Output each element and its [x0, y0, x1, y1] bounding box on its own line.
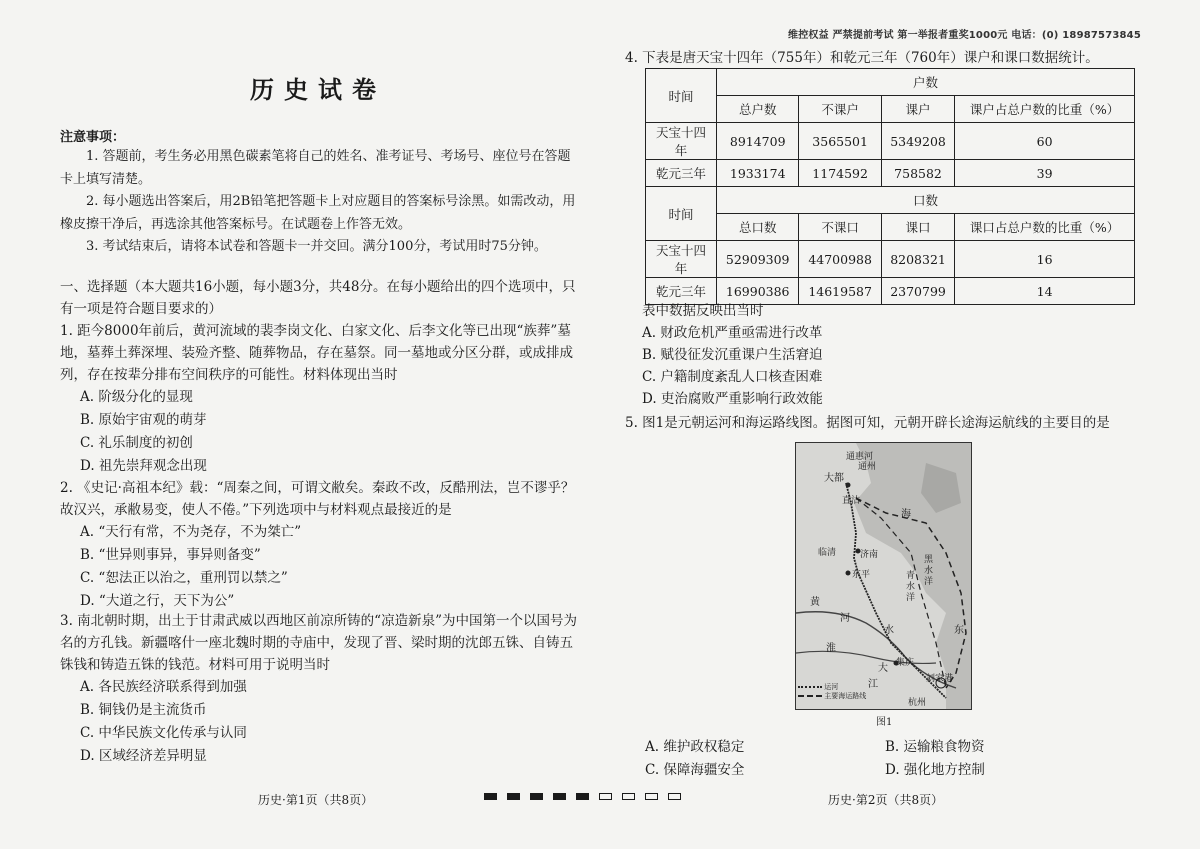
option: D. 区域经济差异明显 — [80, 748, 207, 764]
notice-list — [60, 146, 580, 259]
question-2 — [60, 477, 580, 613]
table-cell: 8208321 — [881, 241, 954, 278]
table-cell: 1933174 — [717, 160, 799, 187]
table-cell: 52909309 — [717, 241, 799, 278]
table-cell: 8914709 — [717, 123, 799, 160]
option: A. 财政危机严重亟需进行改革 — [642, 325, 823, 341]
option: C. 户籍制度紊乱人口核查困难 — [642, 369, 823, 385]
figure-caption: 图1 — [876, 717, 893, 728]
question-4-stem: 4. 下表是唐天宝十四年（755年）和乾元三年（760年）课户和课口数据统计。 — [625, 50, 1099, 66]
option: C. 礼乐制度的初创 — [80, 435, 193, 451]
option: C. “恕法正以治之，重刑罚以禁之” — [80, 570, 288, 586]
question-1 — [60, 320, 580, 478]
question-stem: 3. 南北朝时期，出土于甘肃武威以西地区前凉所铸的“凉造新泉”为中国第一个以国号为名的方孔钱。新疆喀什一座北魏时期的寺庙中，发现了晋、梁时期的沈郎五铢、自铸五铢钱和铸造五铢的钱范。材料可用于说明当时 — [60, 613, 577, 673]
question-4-tail: 表中数据反映出当时 — [642, 303, 764, 319]
table-cell: 39 — [955, 160, 1135, 187]
column-header: 不课口 — [799, 214, 881, 241]
sea-route-swatch — [798, 695, 822, 697]
binding-mark — [622, 793, 635, 800]
canal-swatch — [798, 686, 822, 688]
legend-canal — [798, 683, 866, 692]
option: B. “世异则事异，事异则备变” — [80, 547, 261, 563]
map-label: 水 — [884, 625, 894, 636]
table-cell: 天宝十四年 — [646, 123, 717, 160]
question-stem: 2. 《史记·高祖本纪》载：“周秦之间，可谓文敝矣。秦政不改，反酷刑法，岂不谬乎？故汉兴，承敝易变，使人不倦。”下列选项中与材料观点最接近的是 — [60, 480, 575, 518]
question-stem: 1. 距今8000年前后，黄河流域的裴李岗文化、白家文化、后李文化等已出现“族葬”墓地，墓葬土葬深埋、装殓齐整、随葬物品，存在墓祭。同一墓地或分区分群，或成排成列，存在按辈分排布空间秩序的可能性。材料体现出当时 — [60, 323, 573, 383]
map-label: 刘家港 — [926, 674, 954, 684]
option: D. 吏治腐败严重影响行政效能 — [642, 391, 823, 407]
map-label: 东 — [954, 625, 964, 636]
map-label: 临清 — [818, 548, 837, 558]
table-row — [646, 241, 1135, 278]
column-header: 课户 — [881, 96, 954, 123]
table-row — [646, 123, 1135, 160]
table-cell: 16990386 — [717, 278, 799, 305]
map-label: 通州 — [858, 462, 877, 472]
map-legend — [798, 683, 866, 701]
option: B. 赋役征发沉重课户生活窘迫 — [642, 347, 823, 363]
option: C. 中华民族文化传承与认同 — [80, 725, 247, 741]
column-header: 总口数 — [717, 214, 799, 241]
binding-mark — [484, 793, 497, 800]
table-cell: 16 — [955, 241, 1135, 278]
option: D. 祖先崇拜观念出现 — [80, 458, 207, 474]
table-cell: 天宝十四年 — [646, 241, 717, 278]
column-header: 课口占总户数的比重（%） — [955, 214, 1135, 241]
binding-mark — [553, 793, 566, 800]
section-title: 一、选择题（本大题共16小题，每小题3分，共48分。在每小题给出的四个选项中，只有一项是符合题目要求的） — [60, 279, 576, 317]
time-header: 时间 — [646, 187, 717, 241]
option: D. “大道之行，天下为公” — [80, 593, 235, 609]
option: B. 铜钱仍是主流货币 — [80, 702, 207, 718]
map-label: 直沽 — [842, 496, 861, 506]
column-header: 总户数 — [717, 96, 799, 123]
option: B. 原始宇宙观的萌芽 — [80, 412, 207, 428]
time-header: 时间 — [646, 69, 717, 123]
table-cell: 60 — [955, 123, 1135, 160]
city-dot — [846, 483, 851, 488]
binding-mark — [507, 793, 520, 800]
map-label: 江 — [868, 679, 878, 690]
page-footer-left: 历史·第1页（共8页） — [258, 793, 374, 807]
map-label: 河 — [840, 613, 850, 624]
option: C. 保障海疆安全 — [645, 762, 745, 778]
population-header: 口数 — [717, 187, 1135, 214]
table-cell: 44700988 — [799, 241, 881, 278]
page-footer-right: 历史·第2页（共8页） — [828, 793, 944, 807]
question-4-options — [630, 300, 1130, 410]
question-5-options — [645, 736, 1125, 782]
legend-sea — [798, 692, 866, 701]
table-cell: 2370799 — [881, 278, 954, 305]
yuan-canal-map — [795, 442, 972, 710]
households-header: 户数 — [717, 69, 1135, 96]
table-cell: 14619587 — [799, 278, 881, 305]
table-cell: 乾元三年 — [646, 160, 717, 187]
river-line — [796, 651, 936, 663]
notice-item: 3. 考试结束后，请将本试卷和答题卡一并交回。满分100分，考试用时75分钟。 — [86, 239, 547, 254]
column-header: 课口 — [881, 214, 954, 241]
notice-item: 1. 答题前，考生务必用黑色碳素笔将自己的姓名、准考证号、考场号、座位号在答题卡上填写清楚。 — [60, 149, 571, 187]
legend-label: 运河 — [824, 683, 839, 691]
map-label: 海 — [901, 509, 911, 520]
anti-cheat-notice: 维控权益 严禁提前考试 第一举报者重奖1000元 电话：(0) 18987573845 — [788, 30, 1141, 41]
city-dot — [846, 571, 851, 576]
table-cell: 758582 — [881, 160, 954, 187]
household-data-table — [645, 68, 1135, 305]
table-cell: 14 — [955, 278, 1135, 305]
option: B. 运输粮食物资 — [885, 739, 985, 755]
map-label: 通惠河 — [846, 452, 874, 462]
question-5-stem: 5. 图1是元朝运河和海运路线图。据图可知，元朝开辟长途海运航线的主要目的是 — [625, 415, 1110, 431]
option: A. 阶级分化的显现 — [80, 389, 193, 405]
map-label: 淮 — [826, 643, 836, 654]
notice-title: 注意事项： — [60, 130, 126, 145]
column-header: 不课户 — [799, 96, 881, 123]
binding-mark — [576, 793, 589, 800]
map-label: 杭州 — [908, 698, 927, 708]
page-title: 历史试卷 — [250, 75, 386, 104]
binding-mark — [530, 793, 543, 800]
binding-mark — [668, 793, 681, 800]
map-label: 黄 — [810, 597, 820, 608]
option: A. 维护政权稳定 — [645, 739, 745, 755]
question-3 — [60, 610, 580, 768]
binding-mark — [599, 793, 612, 800]
notice-item: 2. 每小题选出答案后，用2B铅笔把答题卡上对应题目的答案标号涂黑。如需改动，用橡皮擦干净后，再选涂其他答案标号。在试题卷上作答无效。 — [60, 194, 576, 232]
binding-mark — [645, 793, 658, 800]
map-label: 青水洋 — [906, 571, 916, 603]
binding-marks — [484, 793, 681, 800]
legend-label: 主要海运路线 — [824, 692, 867, 700]
map-label: 黑水洋 — [924, 555, 934, 587]
table-cell: 1174592 — [799, 160, 881, 187]
map-label: 集庆 — [896, 658, 915, 668]
map-label: 济南 — [860, 550, 879, 560]
column-header: 课户占总户数的比重（%） — [955, 96, 1135, 123]
table-cell: 5349208 — [881, 123, 954, 160]
map-label: 东平 — [852, 570, 871, 580]
option: D. 强化地方控制 — [885, 762, 985, 778]
table-cell: 乾元三年 — [646, 278, 717, 305]
option: A. 各民族经济联系得到加强 — [80, 679, 247, 695]
option: A. “天行有常，不为尧存，不为桀亡” — [80, 524, 302, 540]
table-cell: 3565501 — [799, 123, 881, 160]
map-label: 大都 — [824, 473, 844, 484]
table-row — [646, 160, 1135, 187]
map-label: 大 — [878, 663, 888, 674]
